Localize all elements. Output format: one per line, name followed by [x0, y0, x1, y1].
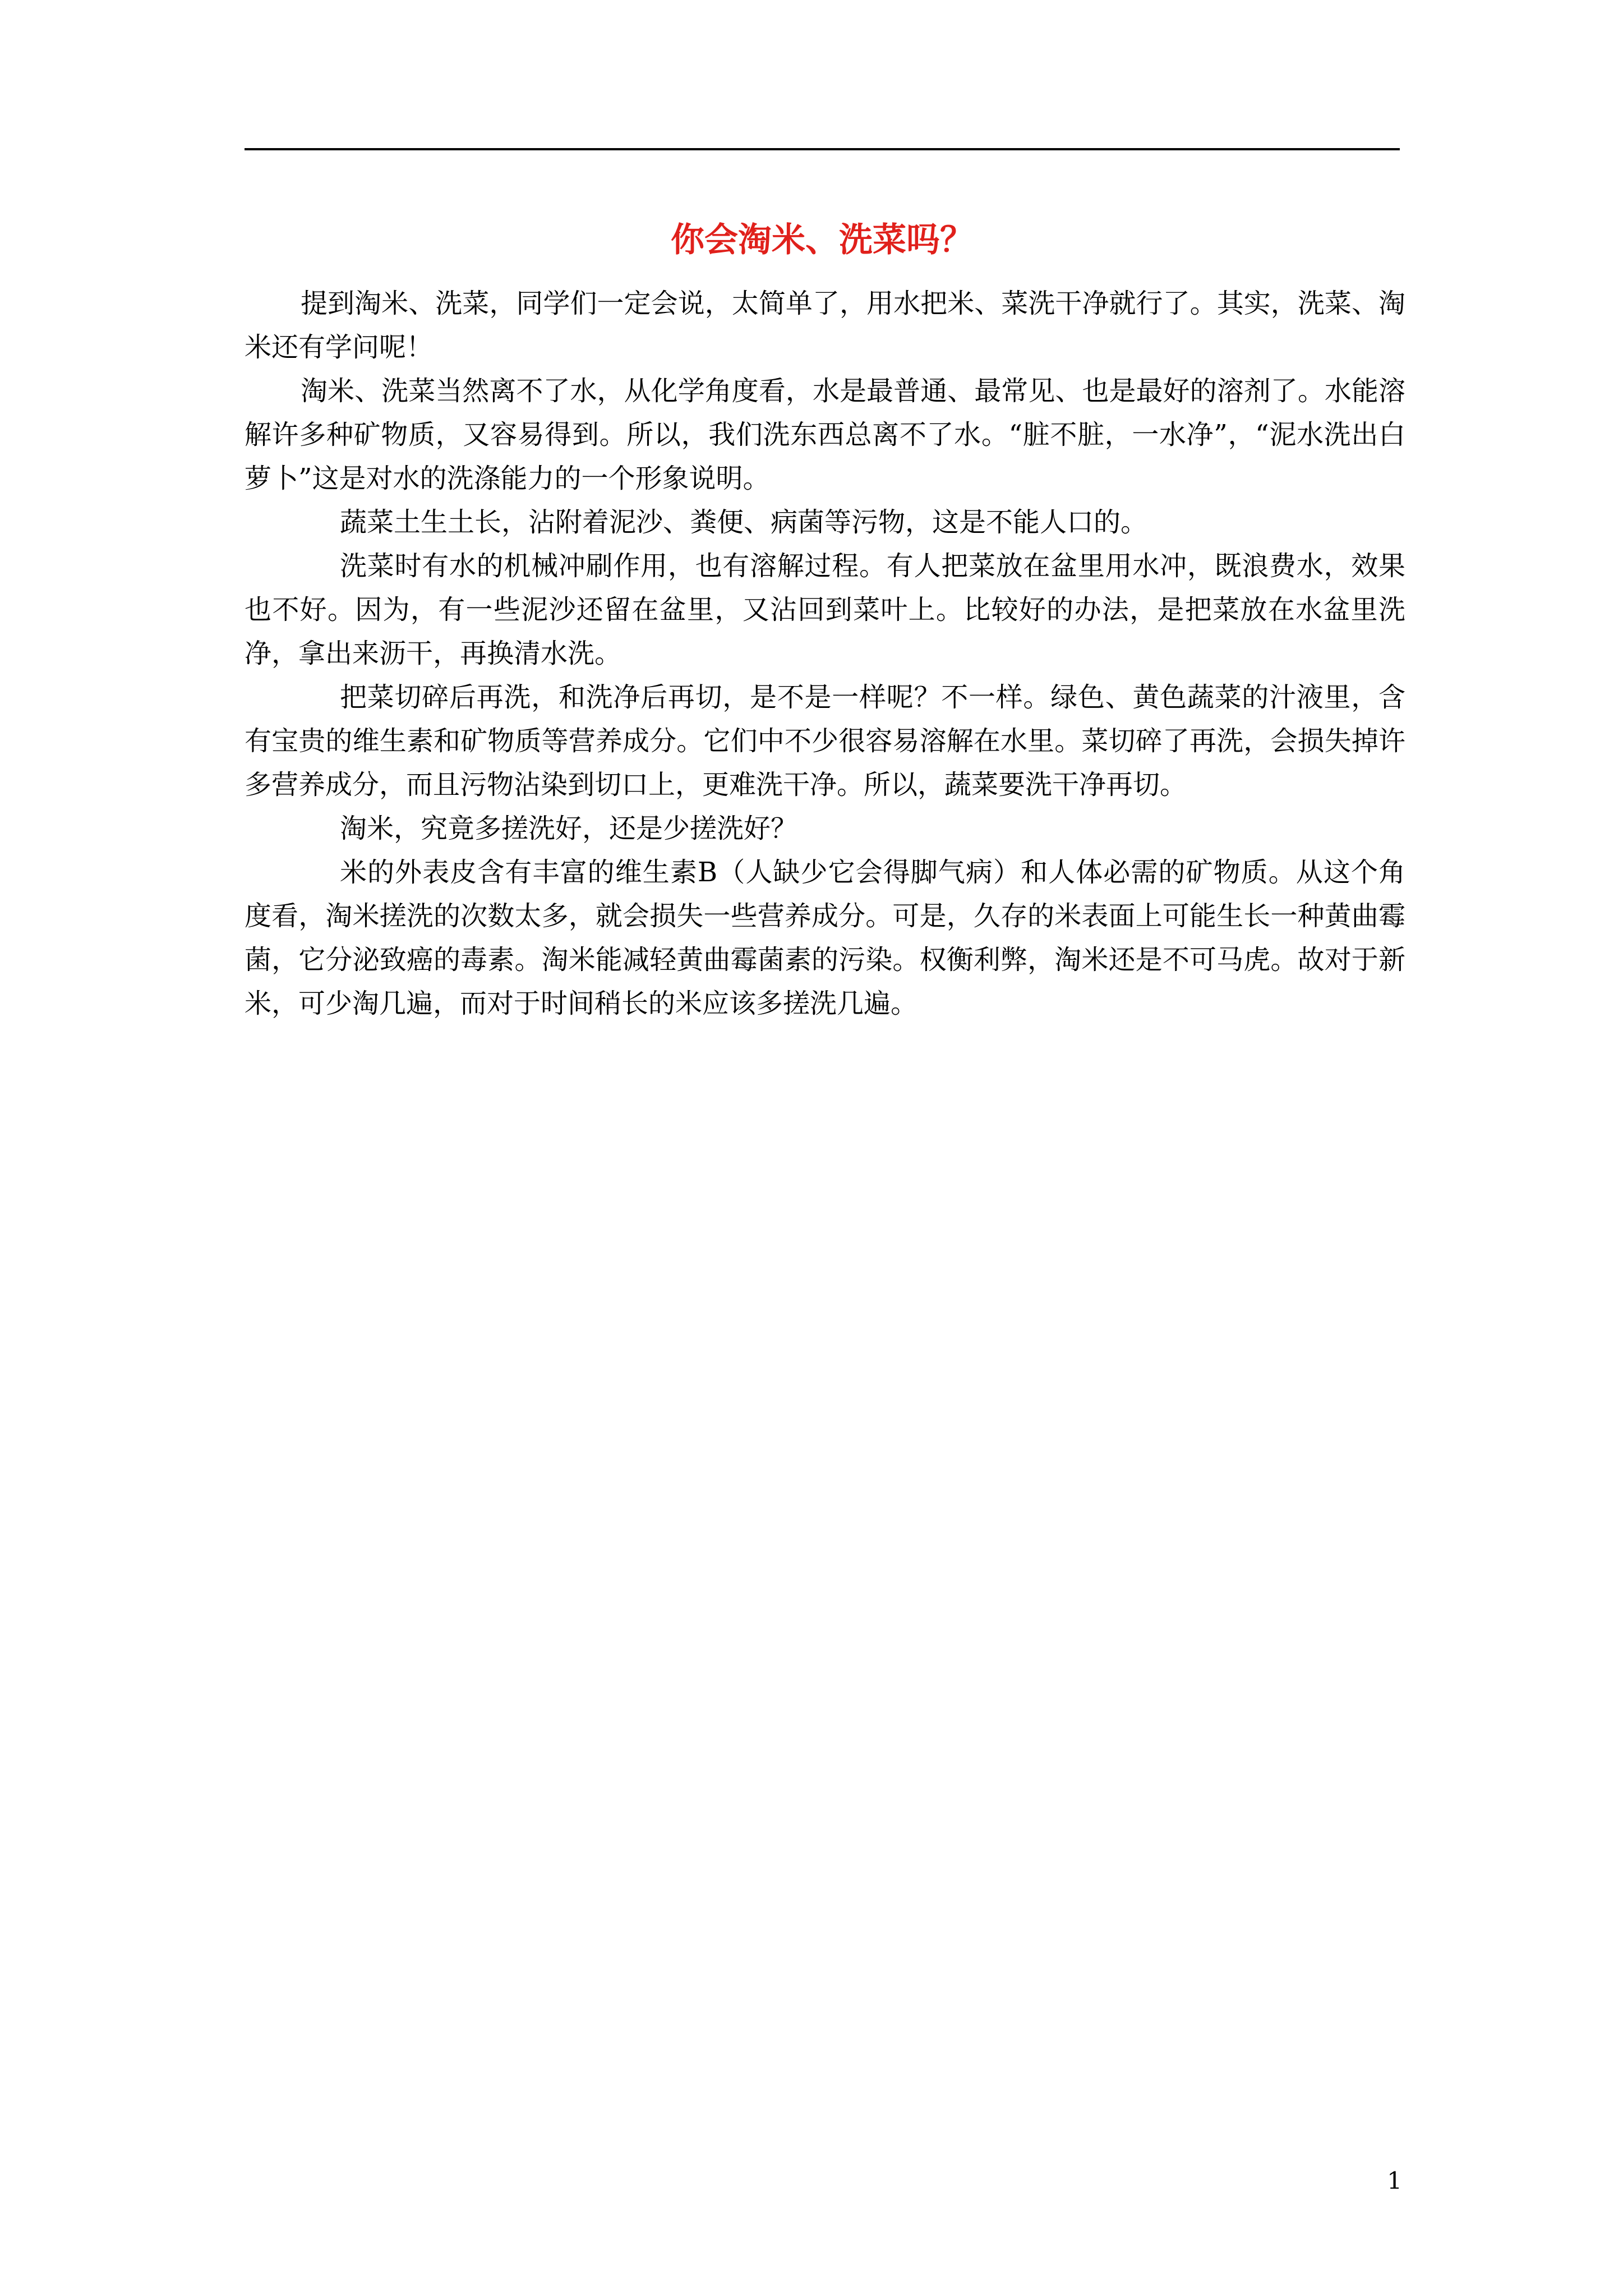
paragraph-cut-before-wash: 把菜切碎后再洗，和洗净后再切，是不是一样呢？不一样。绿色、黄色蔬菜的汁液里，含有宝贵的维生素和矿物质等营养成分。它们中不少很容易溶解在水里。菜切碎了再洗，会损失掉许多营养成分，而且污物沾染到切口上，更难洗干净。所以，蔬菜要洗干净再切。 [245, 682, 1405, 800]
paragraph-vegetable-dirt: 蔬菜土生土长，沾附着泥沙、粪便、病菌等污物，这是不能人口的。 [340, 507, 1148, 538]
article-body [245, 282, 1405, 1025]
page-number: 1 [1387, 2167, 1402, 2194]
paragraph-intro: 提到淘米、洗菜，同学们一定会说，太简单了，用水把米、菜洗干净就行了。其实，洗菜、淘米还有学问呢！ [245, 288, 1405, 363]
header-rule [245, 148, 1400, 150]
paragraph-rice-question: 淘米，究竟多搓洗好，还是少搓洗好？ [340, 813, 798, 844]
paragraph-rice-vitamins: 米的外表皮含有丰富的维生素B（人缺少它会得脚气病）和人体必需的矿物质。从这个角度看，淘米搓洗的次数太多，就会损失一些营养成分。可是，久存的米表面上可能生长一种黄曲霉菌，它分泌致癌的毒素。淘米能减轻黄曲霉菌素的污染。权衡利弊，淘米还是不可马虎。故对于新米，可少淘几遍，而对于时间稍长的米应该多搓洗几遍。 [245, 857, 1405, 1019]
page-title: 你会淘米、洗菜吗？ [671, 220, 974, 260]
paragraph-washing-method: 洗菜时有水的机械冲刷作用，也有溶解过程。有人把菜放在盆里用水冲，既浪费水，效果也不好。因为，有一些泥沙还留在盆里，又沾回到菜叶上。比较好的办法，是把菜放在水盆里洗净，拿出来沥干，再换清水洗。 [245, 550, 1405, 669]
paragraph-water-solvent: 淘米、洗菜当然离不了水，从化学角度看，水是最普通、最常见、也是最好的溶剂了。水能溶解许多种矿物质，又容易得到。所以，我们洗东西总离不了水。“脏不脏，一水净”，“泥水洗出白萝卜”这是对水的洗涤能力的一个形象说明。 [245, 375, 1405, 494]
